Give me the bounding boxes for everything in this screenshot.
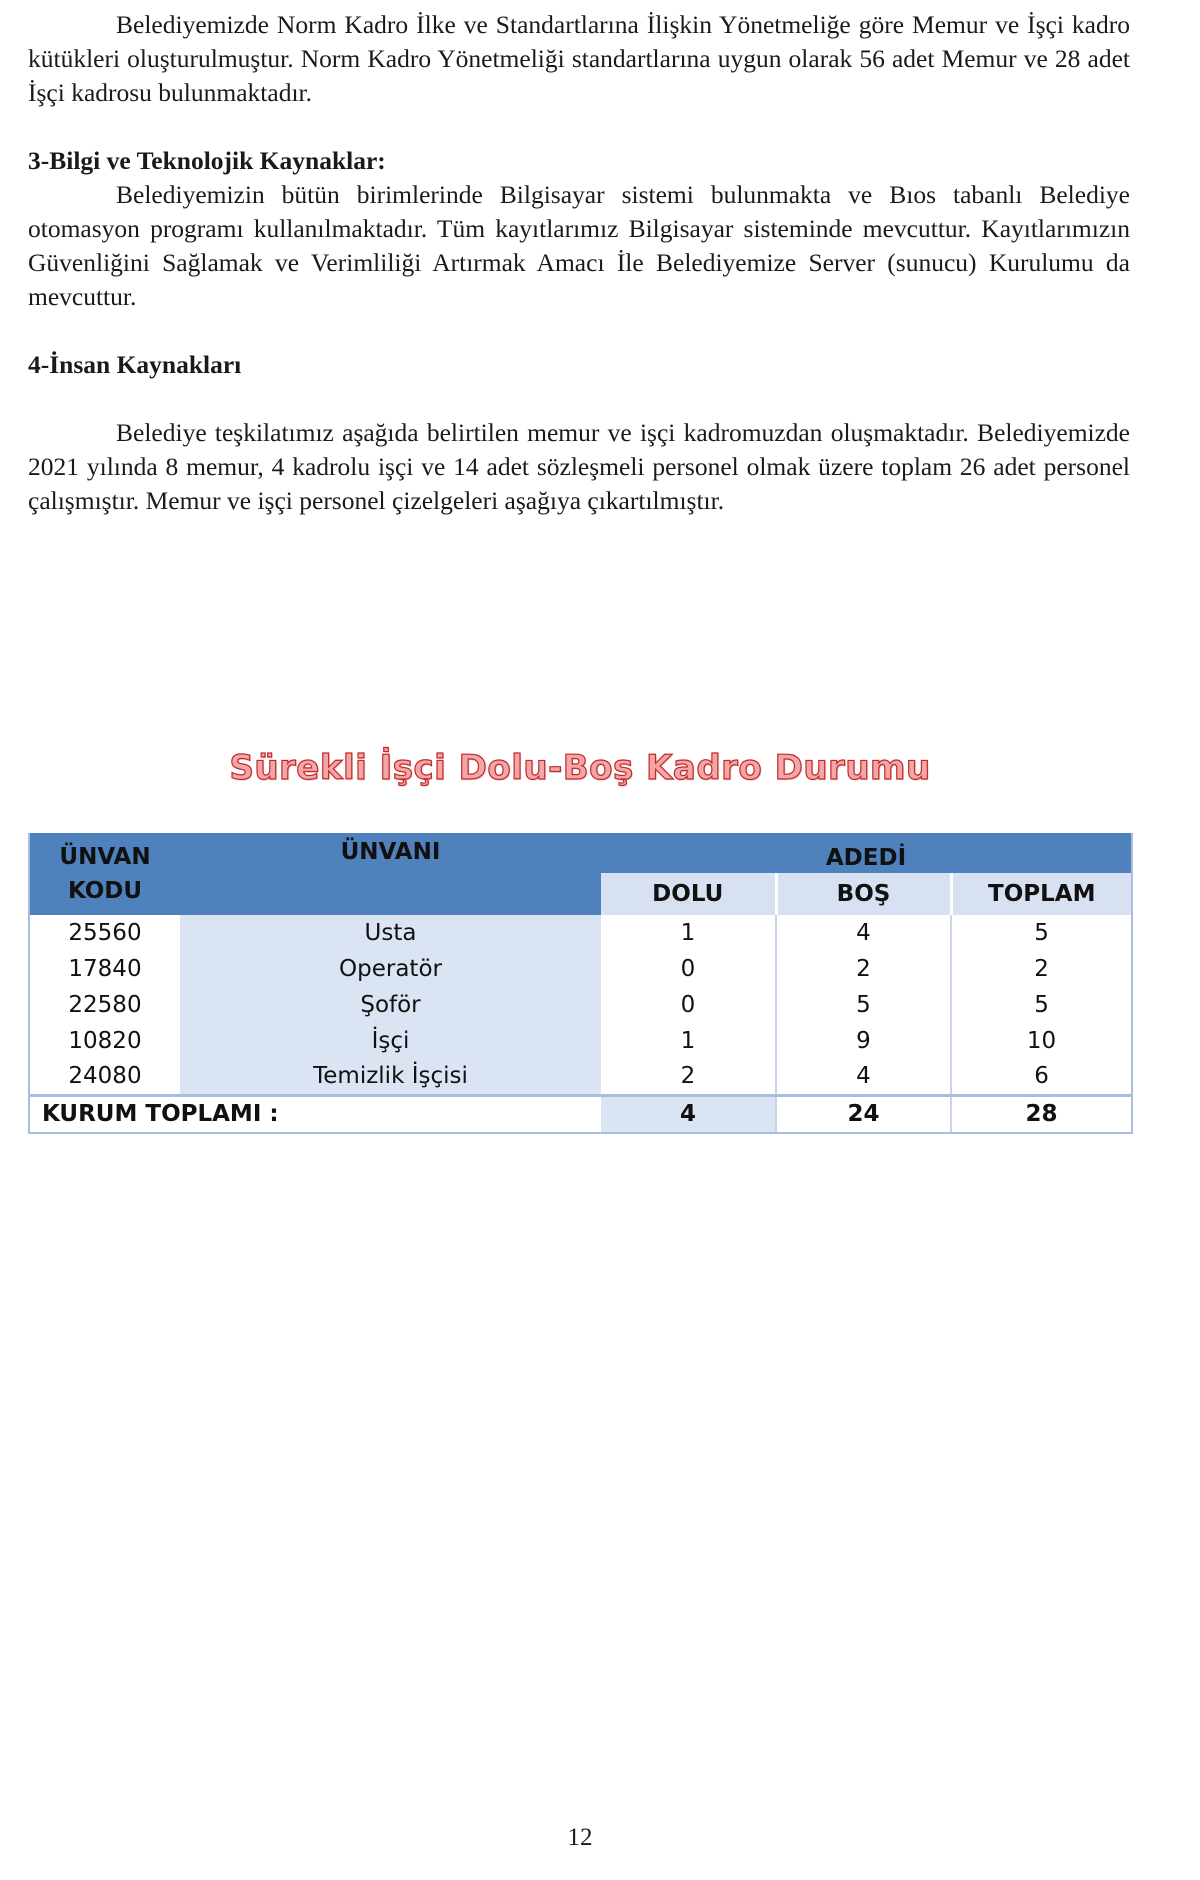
table-row	[29, 1059, 1132, 1095]
header-unvan-kodu-line1: ÜNVAN	[59, 844, 151, 870]
dolu-cell: 0	[601, 987, 776, 1023]
bos-cell: 4	[776, 915, 951, 951]
unvani-cell: İşçi	[180, 1023, 601, 1059]
toplam-cell: 2	[951, 951, 1132, 987]
toplam-cell: 5	[951, 915, 1132, 951]
total-label: KURUM TOPLAMI :	[29, 1095, 601, 1133]
bos-cell: 2	[776, 951, 951, 987]
document-page	[28, 8, 1130, 518]
total-bos: 24	[776, 1095, 951, 1133]
header-toplam: TOPLAM	[951, 873, 1132, 915]
bos-cell: 9	[776, 1023, 951, 1059]
bos-cell: 4	[776, 1059, 951, 1095]
unvan-kodu-cell: 22580	[29, 987, 180, 1023]
bos-cell: 5	[776, 987, 951, 1023]
section-heading-insan-kaynaklari: 4-İnsan Kaynakları	[28, 350, 242, 379]
table-row	[29, 951, 1132, 987]
unvan-kodu-cell: 24080	[29, 1059, 180, 1095]
unvan-kodu-cell: 25560	[29, 915, 180, 951]
table-row	[29, 1023, 1132, 1059]
norm-kadro-paragraph: Belediyemizde Norm Kadro İlke ve Standartlarına İlişkin Yönetmeliğe göre Memur ve İşçi kadro kütükleri oluşturulmuştur. Norm Kadro Yönetmeliği standartlarına uygun olarak 56 adet Memur ve 28 adet İşçi kadrosu bulunmaktadır.	[28, 10, 1130, 107]
table-title: Sürekli İşçi Dolu-Boş Kadro Durumu	[229, 748, 931, 788]
unvan-kodu-cell: 10820	[29, 1023, 180, 1059]
dolu-cell: 0	[601, 951, 776, 987]
total-dolu: 4	[601, 1095, 776, 1133]
table-row	[29, 987, 1132, 1023]
unvani-cell: Temizlik İşçisi	[180, 1059, 601, 1095]
toplam-cell: 5	[951, 987, 1132, 1023]
header-adedi: ADEDİ	[601, 833, 1132, 873]
header-unvan-kodu-line2: KODU	[67, 878, 143, 904]
section-heading-bilgi-teknoloji: 3-Bilgi ve Teknolojik Kaynaklar:	[28, 146, 386, 175]
dolu-cell: 1	[601, 1023, 776, 1059]
page-number: 12	[567, 1824, 593, 1851]
table-row	[29, 915, 1132, 951]
dolu-cell: 1	[601, 915, 776, 951]
total-row	[29, 1095, 1132, 1133]
toplam-cell: 10	[951, 1023, 1132, 1059]
header-unvani: ÜNVANI	[180, 833, 601, 915]
insan-kaynaklari-paragraph: Belediye teşkilatımız aşağıda belirtilen memur ve işçi kadromuzdan oluşmaktadır. Belediyemizde 2021 yılında 8 memur, 4 kadrolu işçi ve 14 adet sözleşmeli personel olmak üzere toplam 26 adet personel çalışmıştır. Memur ve işçi personel çizelgeleri aşağıya çıkartılmıştır.	[28, 418, 1130, 515]
unvan-kodu-cell: 17840	[29, 951, 180, 987]
unvani-cell: Usta	[180, 915, 601, 951]
unvani-cell: Şoför	[180, 987, 601, 1023]
unvani-cell: Operatör	[180, 951, 601, 987]
kadro-table	[28, 833, 1133, 1134]
header-dolu: DOLU	[601, 873, 776, 915]
header-bos: BOŞ	[776, 873, 951, 915]
total-toplam: 28	[951, 1095, 1132, 1133]
bilgi-teknoloji-paragraph: Belediyemizin bütün birimlerinde Bilgisayar sistemi bulunmakta ve Bıos tabanlı Belediye otomasyon programı kullanılmaktadır. Tüm kayıtlarımız Bilgisayar sisteminde mevcuttur. Kayıtlarımızın Güvenliğini Sağlamak ve Verimliliği Artırmak Amacı İle Belediyemize Server (sunucu) Kurulumu da mevcuttur.	[28, 180, 1130, 311]
toplam-cell: 6	[951, 1059, 1132, 1095]
dolu-cell: 2	[601, 1059, 776, 1095]
header-unvan-kodu	[29, 833, 180, 915]
